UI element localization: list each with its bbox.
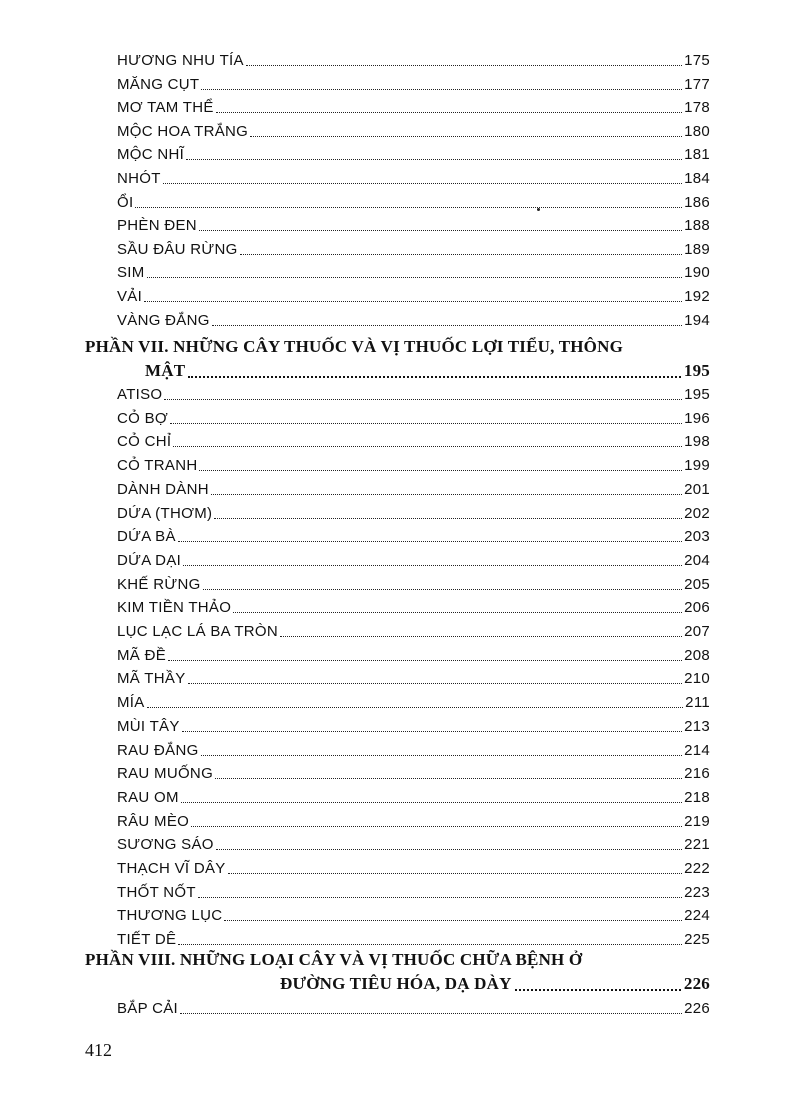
toc-entry-title: RÂU MÈO	[117, 812, 190, 830]
toc-entry-title: KHẾ RỪNG	[117, 575, 201, 593]
toc-entry-page: 202	[684, 504, 710, 522]
toc-entry-page: 203	[684, 528, 710, 546]
dot-leader	[240, 254, 682, 255]
toc-entry-title: RAU MUỐNG	[117, 765, 214, 783]
toc-entry-title: DÀNH DÀNH	[117, 480, 209, 498]
toc-entry-title: MÍA	[117, 694, 145, 712]
toc-entry-title: VÀNG ĐẮNG	[117, 311, 210, 329]
toc-entry	[117, 164, 710, 188]
toc-entry-page: 211	[685, 694, 710, 712]
section-title-line2: ĐƯỜNG TIÊU HÓA, DẠ DÀY	[280, 974, 512, 993]
toc-entry-title: ỔI	[117, 193, 134, 211]
dot-leader	[215, 778, 682, 779]
section-title-line2: MẬT	[145, 361, 186, 380]
toc-entry	[117, 712, 710, 736]
toc-entry	[117, 282, 710, 306]
toc-entry	[117, 617, 710, 641]
dot-leader	[212, 325, 682, 326]
toc-entry	[117, 117, 710, 141]
toc-entry-title: VẢI	[117, 288, 143, 305]
page-number: 412	[85, 1040, 112, 1060]
toc-entry-title: CỎ BỢ	[117, 409, 169, 427]
toc-entry	[117, 306, 710, 330]
toc-entry	[117, 140, 710, 164]
toc-entry-page: 190	[684, 264, 710, 282]
dot-leader	[233, 612, 682, 613]
toc-entry-page: 186	[684, 193, 710, 211]
dot-leader	[250, 136, 682, 137]
toc-entry	[117, 736, 710, 760]
toc-entry-title: THƯƠNG LỤC	[117, 907, 223, 925]
toc-entry-page: 205	[684, 575, 710, 593]
toc-entry-title: BẮP CẢI	[117, 1000, 179, 1017]
toc-entry-title: DỨA (THƠM)	[117, 504, 213, 522]
print-speck	[537, 208, 540, 211]
toc-entry-title: CỎ CHỈ	[117, 433, 172, 451]
toc-entry-page: 207	[684, 623, 710, 640]
toc-entry-page: 196	[684, 409, 710, 427]
dot-leader	[183, 565, 682, 566]
dot-leader	[198, 897, 682, 898]
toc-entry-title: RAU OM	[117, 788, 179, 806]
toc-entry-title: MƠ TAM THỂ	[117, 99, 214, 117]
toc-entry-title: MỘC NHĨ	[117, 146, 185, 164]
dot-leader	[173, 446, 682, 447]
toc-entry-page: 223	[684, 883, 710, 901]
toc-entry-title: DỨA BÀ	[117, 528, 176, 546]
section-heading-part8	[85, 948, 710, 996]
toc-entry-page: 224	[684, 907, 710, 925]
toc-entry	[117, 522, 710, 546]
dot-leader	[164, 399, 682, 400]
toc-entry	[117, 404, 710, 428]
toc-entry	[117, 641, 710, 665]
toc-entry-title: CỎ TRANH	[117, 457, 198, 475]
toc-entry	[117, 830, 710, 854]
section-heading-part7	[85, 335, 710, 383]
toc-entry	[117, 878, 710, 902]
toc-entry-page: 184	[684, 170, 710, 187]
toc-entry	[117, 593, 710, 617]
toc-entry-page: 208	[684, 646, 710, 664]
toc-entry-page: 180	[684, 122, 710, 140]
toc-entry	[117, 570, 710, 594]
toc-entry	[117, 664, 710, 688]
toc-entry-page: 204	[684, 551, 710, 569]
dot-leader	[147, 277, 682, 278]
toc-entry-title: MÙI TÂY	[117, 717, 180, 735]
toc-entry-page: 175	[684, 52, 710, 69]
toc-entry-page: 222	[684, 860, 710, 877]
toc-entry	[117, 93, 710, 117]
toc-entry-title: THỐT NỐT	[117, 883, 196, 901]
toc-entry-page: 218	[684, 788, 710, 806]
toc-entry-page: 181	[684, 146, 710, 164]
toc-entry-page: 214	[684, 741, 710, 759]
toc-entry	[117, 688, 710, 712]
section-page-number: 226	[683, 974, 710, 993]
toc-entry-title: DỨA DẠI	[117, 551, 182, 569]
dot-leader	[246, 65, 682, 66]
toc-entry-title: LỤC LẠC LÁ BA TRÒN	[117, 623, 279, 640]
dot-leader	[216, 112, 682, 113]
toc-entry	[117, 427, 710, 451]
toc-entry	[117, 994, 710, 1018]
toc-entry	[117, 783, 710, 807]
toc-entry	[117, 759, 710, 783]
section-title-line1: PHẦN VIII. NHỮNG LOẠI CÂY VÀ VỊ THUỐC CHỮA BỆNH Ở	[85, 950, 583, 969]
toc-entry-page: 213	[684, 717, 710, 735]
toc-entry-page: 210	[684, 670, 710, 688]
dot-leader	[224, 920, 682, 921]
dot-leader	[163, 183, 682, 184]
dot-leader	[182, 731, 682, 732]
toc-entry	[117, 807, 710, 831]
toc-entry-title: ATISO	[117, 386, 163, 403]
dot-leader	[203, 589, 683, 590]
toc-entry	[117, 188, 710, 212]
toc-entry-title: MÃ THẦY	[117, 670, 186, 688]
section-title-line1: PHẦN VII. NHỮNG CÂY THUỐC VÀ VỊ THUỐC LỢI TIỂU, THÔNG	[85, 337, 624, 356]
toc-entry-page: 216	[684, 765, 710, 783]
toc-entry-title: SIM	[117, 264, 145, 282]
toc-entry-page: 192	[684, 288, 710, 305]
dot-leader	[188, 376, 681, 378]
toc-entry	[117, 46, 710, 70]
toc-entry-title: HƯƠNG NHU TÍA	[117, 52, 244, 69]
dot-leader	[188, 683, 683, 684]
toc-entry-page: 226	[684, 1000, 710, 1017]
toc-entry-page: 225	[684, 931, 710, 949]
toc-entry-page: 206	[684, 599, 710, 617]
toc-entry-title: TIẾT DÊ	[117, 931, 177, 949]
dot-leader	[199, 470, 682, 471]
dot-leader	[280, 636, 682, 637]
toc-entry	[117, 475, 710, 499]
toc-entry-page: 199	[684, 457, 710, 475]
toc-entry	[117, 925, 710, 949]
dot-leader	[144, 301, 682, 302]
dot-leader	[515, 989, 681, 991]
dot-leader	[135, 207, 682, 208]
dot-leader	[168, 660, 682, 661]
dot-leader	[199, 230, 682, 231]
toc-entry-title: SẦU ĐÂU RỪNG	[117, 240, 238, 258]
dot-leader	[180, 1013, 682, 1014]
toc-entry-title: MỘC HOA TRẮNG	[117, 122, 249, 140]
toc-entry	[117, 451, 710, 475]
toc-entry-title: MÃ ĐỀ	[117, 646, 167, 664]
toc-entry	[117, 211, 710, 235]
dot-leader	[201, 755, 682, 756]
toc-entry-page: 219	[684, 812, 710, 830]
toc-entry-page: 177	[684, 75, 710, 93]
toc-entry-page: 195	[684, 386, 710, 403]
section-page-number: 195	[683, 361, 710, 380]
toc-entry-page: 178	[684, 99, 710, 117]
dot-leader	[211, 494, 682, 495]
toc-entry	[117, 70, 710, 94]
toc-entry-page: 189	[684, 240, 710, 258]
dot-leader	[201, 89, 682, 90]
toc-entry-page: 221	[684, 836, 710, 854]
toc-entry-page: 201	[684, 480, 710, 498]
dot-leader	[178, 541, 682, 542]
dot-leader	[170, 423, 682, 424]
toc-entry-title: NHÓT	[117, 170, 161, 187]
toc-entry-page: 198	[684, 433, 710, 451]
dot-leader	[147, 707, 684, 708]
toc-entry	[117, 235, 710, 259]
toc-entry-title: RAU ĐẮNG	[117, 741, 199, 759]
toc-entry-title: PHÈN ĐEN	[117, 217, 197, 235]
toc-entry	[117, 380, 710, 404]
toc-entry-title: MĂNG CỤT	[117, 75, 200, 93]
toc-entry	[117, 901, 710, 925]
dot-leader	[214, 518, 682, 519]
toc-entry-title: THẠCH VĨ DÂY	[117, 860, 226, 877]
toc-entry	[117, 546, 710, 570]
dot-leader	[181, 802, 682, 803]
toc-entry-title: KIM TIỀN THẢO	[117, 599, 232, 617]
toc-entry	[117, 854, 710, 878]
dot-leader	[186, 159, 682, 160]
toc-entry-title: SƯƠNG SÁO	[117, 836, 214, 854]
dot-leader	[178, 944, 682, 945]
toc-entry	[117, 499, 710, 523]
toc-entry-page: 188	[684, 217, 710, 235]
dot-leader	[216, 849, 682, 850]
dot-leader	[191, 826, 682, 827]
toc-entry-page: 194	[684, 311, 710, 329]
toc-entry	[117, 258, 710, 282]
dot-leader	[228, 873, 682, 874]
